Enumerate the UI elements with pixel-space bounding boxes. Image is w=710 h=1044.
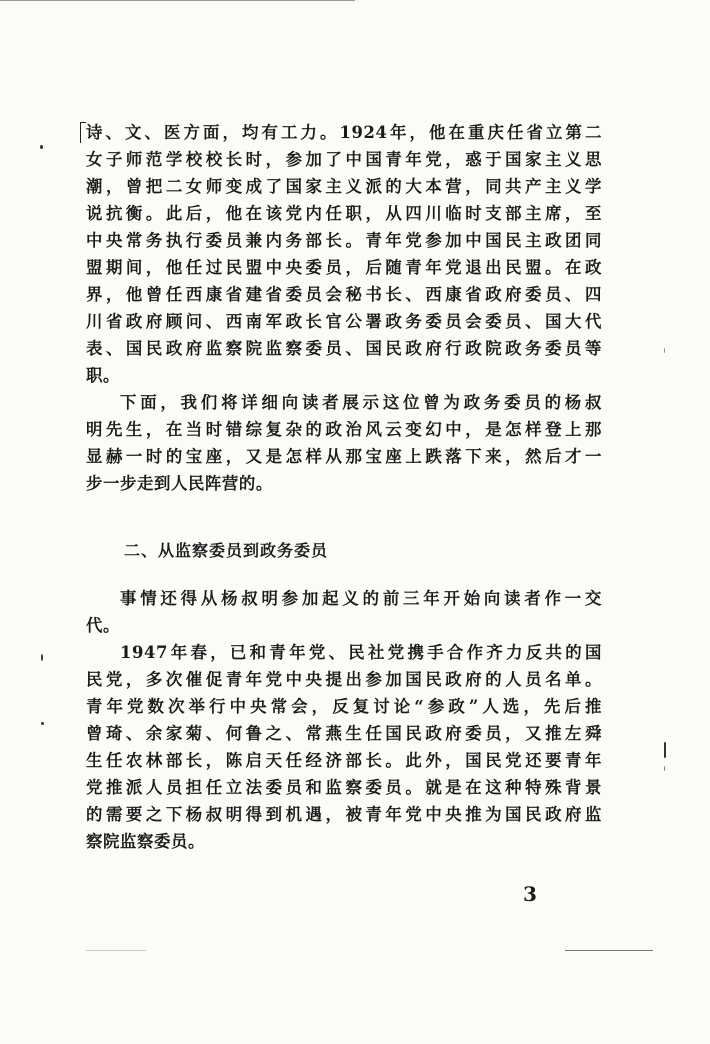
scan-speck bbox=[40, 145, 43, 149]
text-line: 代。 bbox=[86, 616, 120, 635]
text-line: 潮，曾把二女师变成了国家主义派的大本营，同共产主义学 bbox=[86, 177, 602, 196]
scan-speck bbox=[664, 742, 666, 758]
text-line: 民党，多次催促青年党中央提出参加国民政府的人员名单。 bbox=[86, 670, 602, 689]
text-line: 诗、文、医方面，均有工力。1924年，他在重庆任省立第二 bbox=[86, 123, 602, 142]
paragraph-3 bbox=[86, 585, 602, 639]
scan-speck bbox=[664, 348, 665, 353]
text-line: 界，他曾任西康省建省委员会秘书长、西康省政府委员、四 bbox=[86, 285, 602, 304]
text-line: 女子师范学校校长时，参加了中国青年党，惑于国家主义思 bbox=[86, 150, 602, 169]
body-text bbox=[86, 119, 602, 497]
text-line: 事情还得从杨叔明参加起义的前三年开始向读者作一交 bbox=[120, 589, 602, 608]
text-line: 步一步走到人民阵营的。 bbox=[86, 474, 273, 493]
paragraph-1 bbox=[86, 119, 602, 389]
scan-speck bbox=[664, 766, 665, 771]
footer-rule bbox=[565, 950, 653, 951]
text-line: 青年党数次举行中央常会，反复讨论“参政”人选，先后推 bbox=[86, 697, 602, 716]
text-line: 职。 bbox=[86, 366, 120, 385]
text-line: 盟期间，他任过民盟中央委员，后随青年党退出民盟。在政 bbox=[86, 258, 602, 277]
text-line: 曾琦、余家菊、何鲁之、常燕生任国民政府委员，又推左舜 bbox=[86, 724, 602, 743]
text-line: 生任农林部长，陈启天任经济部长。此外，国民党还要青年 bbox=[86, 751, 602, 770]
text-line: 明先生，在当时错综复杂的政治风云变幻中，是怎样登上那 bbox=[86, 420, 602, 439]
paragraph-4 bbox=[86, 639, 602, 855]
scan-speck bbox=[41, 722, 44, 725]
scan-top-edge bbox=[0, 0, 355, 1]
text-line: 的需要之下杨叔明得到机遇，被青年党中央推为国民政府监 bbox=[86, 805, 602, 824]
text-line: 川省政府顾问、西南军政长官公署政务委员会委员、国大代 bbox=[86, 312, 602, 331]
footer-rule-faint bbox=[86, 950, 146, 951]
text-line: 中央常务执行委员兼内务部长。青年党参加中国民主政团同 bbox=[86, 231, 602, 250]
text-line: 下面，我们将详细向读者展示这位曾为政务委员的杨叔 bbox=[120, 393, 602, 412]
text-line: 1947年春，已和青年党、民社党携手合作齐力反共的国 bbox=[120, 643, 602, 662]
text-line: 表、国民政府监察院监察委员、国民政府行政院政务委员等 bbox=[86, 339, 602, 358]
page-number: 3 bbox=[523, 882, 537, 906]
body-text-2 bbox=[86, 585, 602, 855]
text-line: 显赫一时的宝座，又是怎样从那宝座上跌落下来，然后才一 bbox=[86, 447, 602, 466]
paragraph-2 bbox=[86, 389, 602, 497]
scan-speck bbox=[41, 654, 43, 661]
text-line: 党推派人员担任立法委员和监察委员。就是在这种特殊背景 bbox=[86, 778, 602, 797]
section-heading: 二、从监察委员到政务委员 bbox=[124, 541, 329, 560]
text-line: 说抗衡。此后，他在该党内任职，从四川临时支部主席，至 bbox=[86, 204, 602, 223]
text-line: 察院监察委员。 bbox=[86, 832, 205, 851]
